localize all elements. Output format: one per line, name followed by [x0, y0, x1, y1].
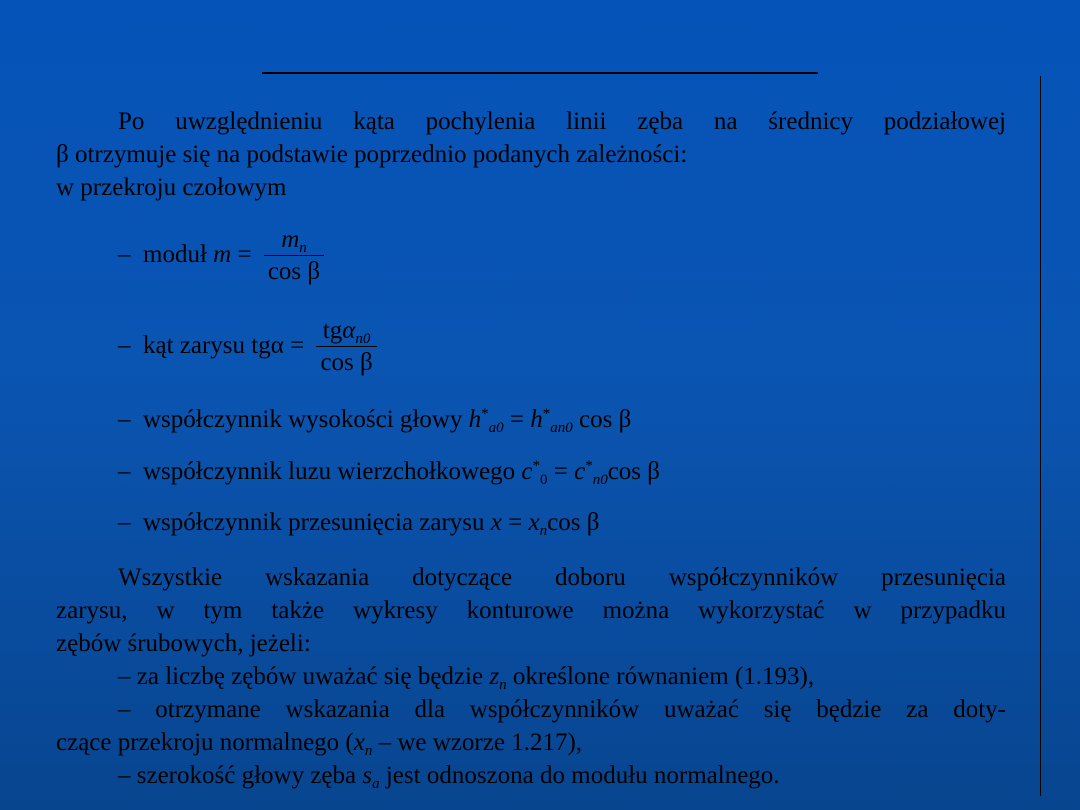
- formula-przesuniecie: – współczynnik przesunięcia zarysu $x = x_n\cos$ β: [118, 509, 600, 539]
- para1-line3: w przekroju czołowym: [56, 174, 287, 201]
- list-item-1: – za liczbę zębów uważać się będzie $z_n$ określone równaniem (1.193),: [118, 663, 815, 693]
- para2-line1: Wszystkie wskazania dotyczące doboru współczynników przesunięcia: [118, 564, 1006, 591]
- formula-luz: – współczynnik luzu wierzchołkowego $c^*_0 = c^*_{n0}\cos$ β: [118, 458, 660, 488]
- fraction-modul: $\frac{m_n}{\text{cos β}}$: [264, 225, 324, 288]
- top-rule: [262, 72, 818, 74]
- formula-wysokosc: – współczynnik wysokości głowy $h^*_{a0} = h^*_{an0}$ cos β: [118, 406, 632, 436]
- right-rule: [1040, 76, 1041, 796]
- formula-kat: – kąt zarysu tgα = $\frac{tg\alpha_{n0}}{\text{cos β}}$: [118, 316, 377, 379]
- fraction-kat: $\frac{tg\alpha_{n0}}{\text{cos β}}$: [316, 316, 376, 379]
- para1-line1: Po uwzględnieniu kąta pochylenia linii zęba na średnicy podziałowej: [118, 108, 1006, 135]
- para2-line3: zębów śrubowych, jeżeli:: [56, 630, 311, 657]
- para1-line2: β otrzymuje się na podstawie poprzednio podanych zależności:: [56, 141, 688, 168]
- list-item-2-line1: – otrzymane wskazania dla współczynników uważać się będzie za doty-: [118, 696, 1006, 723]
- para2-line2: zarysu, w tym także wykresy konturowe można wykorzystać w przypadku: [56, 597, 1006, 624]
- list-item-2-line2: czące przekroju normalnego ($x_n$ – we wzorze 1.217),: [56, 729, 583, 759]
- list-item-3: – szerokość głowy zęba $s_a$ jest odnoszona do modułu normalnego.: [118, 762, 780, 792]
- formula-modul: – moduł m = $\frac{m_n}{\text{cos β}}$: [118, 225, 324, 288]
